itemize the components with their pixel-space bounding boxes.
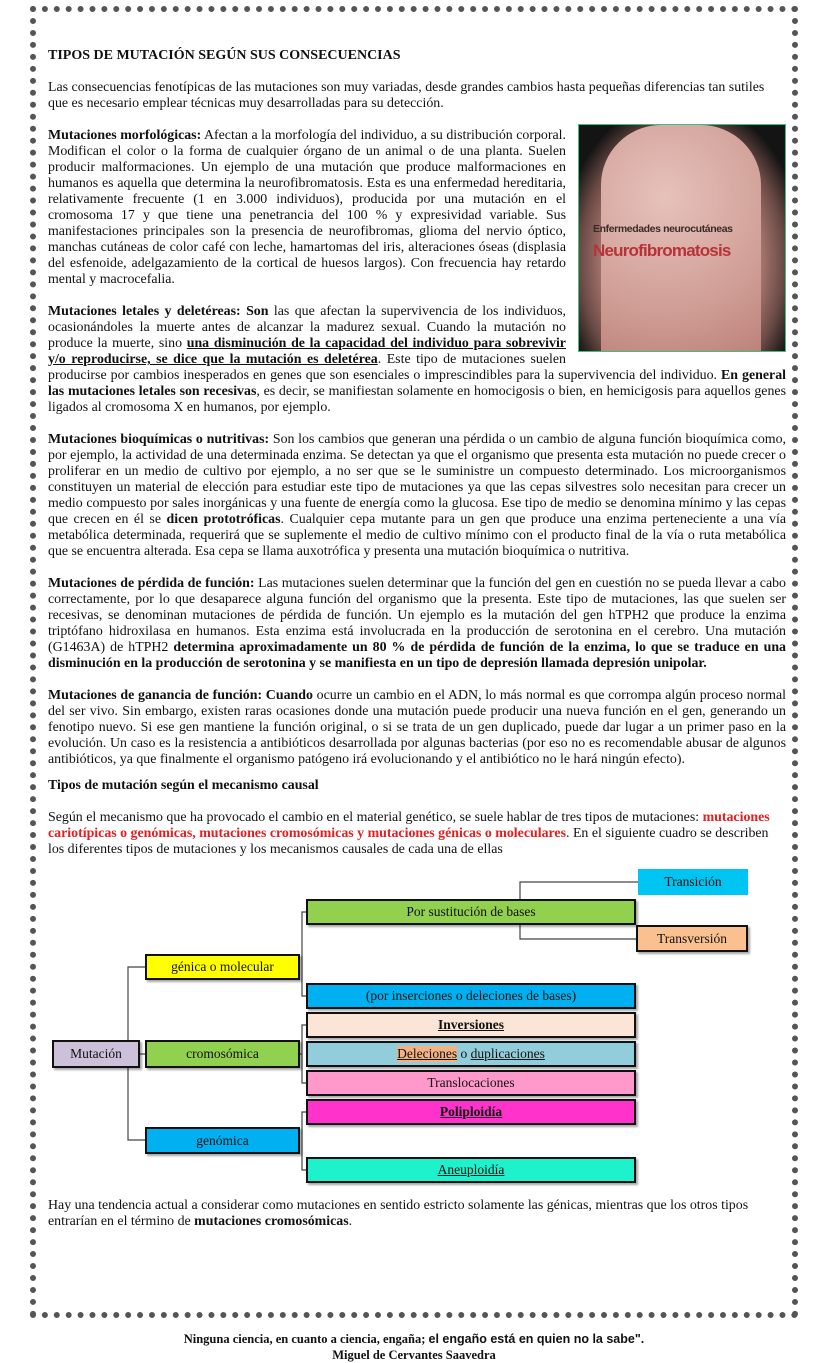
bold-text: determina aproximadamente un 80 % de pérdida de función de la enzima, lo que se traduce en una disminución en la producción de serotonina y se manifiesta en un tipo de depresión llamada depresión unipolar.: [48, 640, 786, 671]
box-genica: génica o molecular: [145, 954, 300, 980]
paragraph-bioquimicas: [48, 432, 786, 560]
or-label: o: [457, 1046, 471, 1061]
text: , es decir, se manifiestan solamente en homocigosis o bien, en hemicigosis para aquellos genes ligados al cromosoma X en humanos, por ejemplo.: [48, 384, 786, 415]
underlined-text: una disminución de la capacidad del individuo para sobrevivir y/o reproducirse, se dice que la mutación es deletérea: [48, 336, 566, 367]
bold-text: dicen prototróficas: [166, 512, 281, 527]
box-mutacion: Mutación: [52, 1040, 140, 1068]
document-body: [48, 48, 786, 1246]
deleciones-label: Deleciones: [397, 1046, 458, 1061]
text: . En el siguiente cuadro se describen los diferentes tipos de mutaciones y los mecanismos causales de cada una de ellas: [48, 826, 769, 857]
box-cromosomica: cromosómica: [145, 1040, 300, 1068]
photo-caption-small: Enfermedades neurocutáneas: [593, 223, 733, 235]
box-translocaciones: Translocaciones: [306, 1070, 636, 1096]
duplicaciones-label: duplicaciones: [470, 1046, 545, 1061]
bold-text: En general las mutaciones letales son recesivas: [48, 368, 787, 399]
heading-ganancia: Mutaciones de ganancia de función: Cuando: [48, 688, 313, 703]
text: Según el mecanismo que ha provocado el cambio en el material genético, se suele hablar de tres tipos de mutaciones:: [48, 810, 703, 825]
text: . Cualquier cepa mutante para un gen que produce una enzima perteneciente a una vía metabólica determinada, requerirá que se suplemente el medio de cultivo mínimo con el producto final de la vía o ruta metabólica que se encuentra alterada. Esa cepa se llama auxotrófica y presenta una mutación bioquímica o nutritiva.: [48, 512, 787, 559]
paragraph-perdida: [48, 576, 786, 672]
box-genomica: genómica: [145, 1127, 300, 1154]
bold-text: mutaciones cromosómicas: [194, 1214, 349, 1229]
neurofibromatosis-photo: [578, 124, 786, 352]
box-transversion: Transversión: [636, 925, 748, 952]
closing-paragraph: [48, 1198, 786, 1230]
text: .: [348, 1214, 353, 1229]
text: Afectan a la morfología del individuo, a su distribución corporal. Modifican el color o la forma de cualquier órgano de un animal o de una planta. Suelen producir malformaciones. Un ejemplo de una mutación que produce malformaciones en humanos es aquella que determina la neurofibromatosis. Esta es una enfermedad hereditaria, relativamente frecuente (1 en 3.000 individuos), producida por una mutación en el cromosoma 17 y que tiene una penetrancia del 100 % y expresividad variable. Sus manifestaciones principales son la presencia de neurofibromas, glioma del nervio óptico, manchas cutáneas de color café con leche, hamartomas del iris, alteraciones óseas (displasia del esfenoide, adelgazamiento de la cortical de huesos largos). Con frecuencia hay retardo mental y macrocefalia.: [48, 128, 566, 287]
box-transicion: Transición: [638, 869, 748, 895]
quote-part2: el engaño está en quien no la sabe".: [428, 1332, 645, 1346]
box-deleciones-duplicaciones: [306, 1041, 636, 1067]
photo-back-figure: [601, 125, 761, 352]
heading-letales: Mutaciones letales y deletéreas: Son: [48, 304, 269, 319]
text: las que afectan la supervivencia de los individuos, ocasionándoles la muerte antes de alcanzar la madurez sexual. Cuando la mutación no produce la muerte, sino: [48, 304, 566, 351]
page-title: TIPOS DE MUTACIÓN SEGÚN SUS CONSECUENCIAS: [48, 48, 401, 63]
box-inversiones: Inversiones: [306, 1012, 636, 1038]
heading-morfologicas: Mutaciones morfológicas:: [48, 128, 202, 143]
heading-bioquimicas: Mutaciones bioquímicas o nutritivas:: [48, 432, 270, 447]
box-poliploidia: Poliploidía: [306, 1099, 636, 1125]
heading-mecanismo: Tipos de mutación según el mecanismo causal: [48, 778, 319, 793]
box-inserciones: (por inserciones o deleciones de bases): [306, 983, 636, 1009]
box-sustitucion: Por sustitución de bases: [306, 899, 636, 925]
text: ocurre un cambio en el ADN, lo más normal es que corrompa algún proceso normal del ser vivo. Sin embargo, existen raras ocasiones donde una mutación puede producir una nueva función en el gen, generando un fenotipo nuevo. Si ese gen mantiene la función original, o si se trata de un gen duplicado, puede dar lugar a un primer paso en la evolución. Un caso es la resistencia a antibióticos desarrollada por algunas bacterias (por eso no es recomendable abusar de algunos antibióticos, ya que finalmente el organismo patógeno irá evolucionando y el antibiótico no le hará ningún efecto).: [48, 688, 786, 767]
text: Hay una tendencia actual a considerar como mutaciones en sentido estricto solamente las génicas, mientras que los otros tipos entrarían en el término de: [48, 1198, 749, 1229]
text: . Este tipo de mutaciones suelen producirse por cambios inesperados en genes que son esenciales o imprescindibles para la supervivencia del individuo.: [48, 352, 722, 383]
mutation-types-diagram: [48, 862, 786, 1188]
quote-author: Miguel de Cervantes Saavedra: [332, 1348, 496, 1362]
red-highlight-text: mutaciones cariotípicas o genómicas, mutaciones cromosómicas y mutaciones génicas o moleculares: [48, 810, 770, 841]
footer-quote: [0, 1331, 828, 1363]
intro-paragraph: Las consecuencias fenotípicas de las mutaciones son muy variadas, desde grandes cambios hasta pequeñas diferencias tan sutiles que es necesario emplear técnicas muy desarrolladas para su detección.: [48, 80, 765, 111]
photo-caption-large: Neurofibromatosis: [593, 241, 731, 260]
box-aneuploidia: Aneuploidía: [306, 1157, 636, 1183]
quote-part1: Ninguna ciencia, en cuanto a ciencia, engaña;: [183, 1332, 429, 1346]
text: Las mutaciones suelen determinar que la función del gen en cuestión no se pueda llevar a cabo correctamente, por lo que desaparece alguna función del organismo que la presenta. Este tipo de mutaciones, las que suelen ser recesivas, se denominan mutaciones de pérdida de función. Un ejemplo es la mutación del gen hTPH2 que produce la enzima triptófano hidroxilasa en humanos. Esta enzima está involucrada en la producción de serotonina en el cerebro. Una mutación (G1463A) de hTPH2: [48, 576, 786, 655]
heading-perdida: Mutaciones de pérdida de función:: [48, 576, 255, 591]
paragraph-mecanismo: [48, 810, 786, 858]
text: Son los cambios que generan una pérdida o un cambio de alguna función bioquímica como, por ejemplo, la actividad de una determinada enzima. Se detectan ya que el organismo que presenta esta mutación no puede crecer o proliferar en un medio de cultivo por ejemplo, a no ser que se le suministre un compuesto determinado. Los microorganismos constituyen un material de elección para estudiar este tipo de mutaciones ya que las cepas silvestres solo necesitan para crecer un medio compuesto por sales inorgánicas y una fuente de energía como la glucosa. Ese tipo de medio se denomina mínimo y las cepas que crecen en él se: [48, 432, 786, 527]
paragraph-ganancia: [48, 688, 786, 768]
